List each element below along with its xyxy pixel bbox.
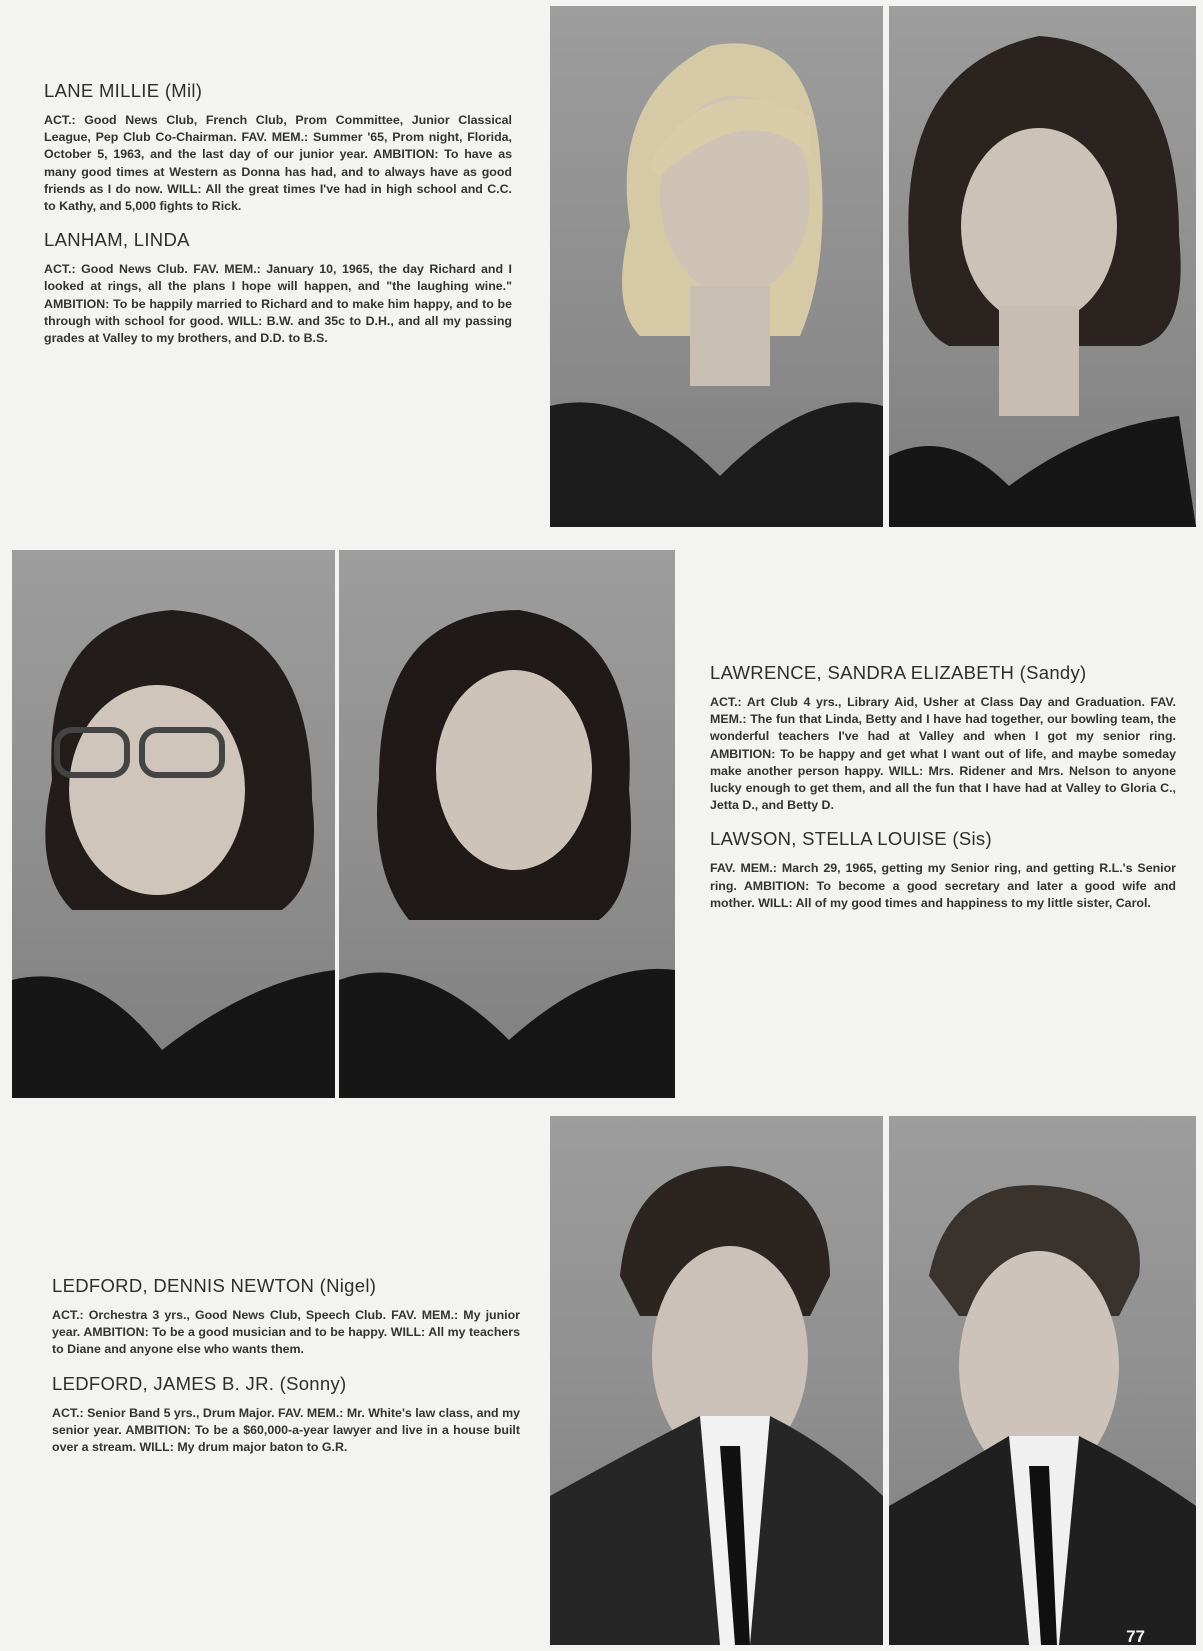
entry-group-bottom-left bbox=[52, 1275, 520, 1470]
portrait-photo-lane bbox=[550, 6, 883, 527]
entry-name: LAWSON, STELLA LOUISE (Sis) bbox=[710, 828, 992, 850]
entry-name: LAWRENCE, SANDRA ELIZABETH (Sandy) bbox=[710, 662, 1087, 683]
entry-group-middle-right bbox=[710, 662, 1176, 926]
entry-name: LANE MILLIE (Mil) bbox=[44, 80, 203, 101]
portrait-photo-lawrence bbox=[12, 550, 335, 1098]
entry-body: ACT.: Good News Club, French Club, Prom Committee, Junior Classical League, Pep Club Co-Chairman. FAV. MEM.: Summer '65, Prom night, Florida, October 5, 1963, and the last day of our junior year. AMBITION: To have as many good times at Western as Donna has had, and to always have as good friends as I do now. WILL: All the great times I've had in high school and C.C. to Kathy, and 5,000 fights to Rick. bbox=[44, 113, 512, 214]
entry-body: ACT.: Orchestra 3 yrs., Good News Club, Speech Club. FAV. MEM.: My junior year. AMBITION: To be a good musician and to be happy. WILL: All my teachers to Diane and anyone else who wants them. bbox=[52, 1308, 520, 1357]
portrait-photo-james-ledford bbox=[889, 1116, 1196, 1645]
entry-body: ACT.: Senior Band 5 yrs., Drum Major. FAV. MEM.: Mr. White's law class, and my senior year. AMBITION: To be a $60,000-a-year lawyer and live in a house built over a stream. WILL: My drum major baton to G.R. bbox=[52, 1405, 520, 1455]
entry-body: ACT.: Art Club 4 yrs., Library Aid, Usher at Class Day and Graduation. FAV. MEM.: The fun that Linda, Betty and I have had together, our bowling team, the wonderful teachers I've had at Valley and when I got my senior ring. AMBITION: To be happy and get what I want out of life, and maybe someday make another person happy. WILL: Mrs. Ridener and Mrs. Nelson to anyone lucky enough to get them, and all the fun that I have had at Valley to Gloria C., Jetta D., and Betty D. bbox=[710, 695, 1176, 813]
entry-body: ACT.: Good News Club. FAV. MEM.: January 10, 1965, the day Richard and I looked at rings, all the plans I hope will happen, and "the laughing wine." AMBITION: To be happily married to Richard and to make him happy, and to be through with school for good. WILL: B.W. and 35c to D.H., and all my passing grades at Valley to my brothers, and D.D. to B.S. bbox=[44, 262, 512, 346]
portrait-photo-lawson bbox=[339, 550, 675, 1098]
page-number: 77 bbox=[1126, 1627, 1145, 1646]
portrait-photo-lanham bbox=[889, 6, 1196, 527]
entry-group-top-left bbox=[44, 80, 512, 361]
entry-name: LEDFORD, JAMES B. JR. (Sonny) bbox=[52, 1372, 347, 1394]
portrait-photo-dennis-ledford bbox=[550, 1116, 883, 1645]
entry-body: FAV. MEM.: March 29, 1965, getting my Senior ring, and getting R.L.'s Senior ring. AMBITION: To become a good secretary and later a good wife and mother. WILL: All of my good times and happiness to my little sister, Carol. bbox=[710, 861, 1176, 910]
entry-name: LANHAM, LINDA bbox=[44, 229, 190, 251]
entry-name: LEDFORD, DENNIS NEWTON (Nigel) bbox=[52, 1275, 377, 1296]
